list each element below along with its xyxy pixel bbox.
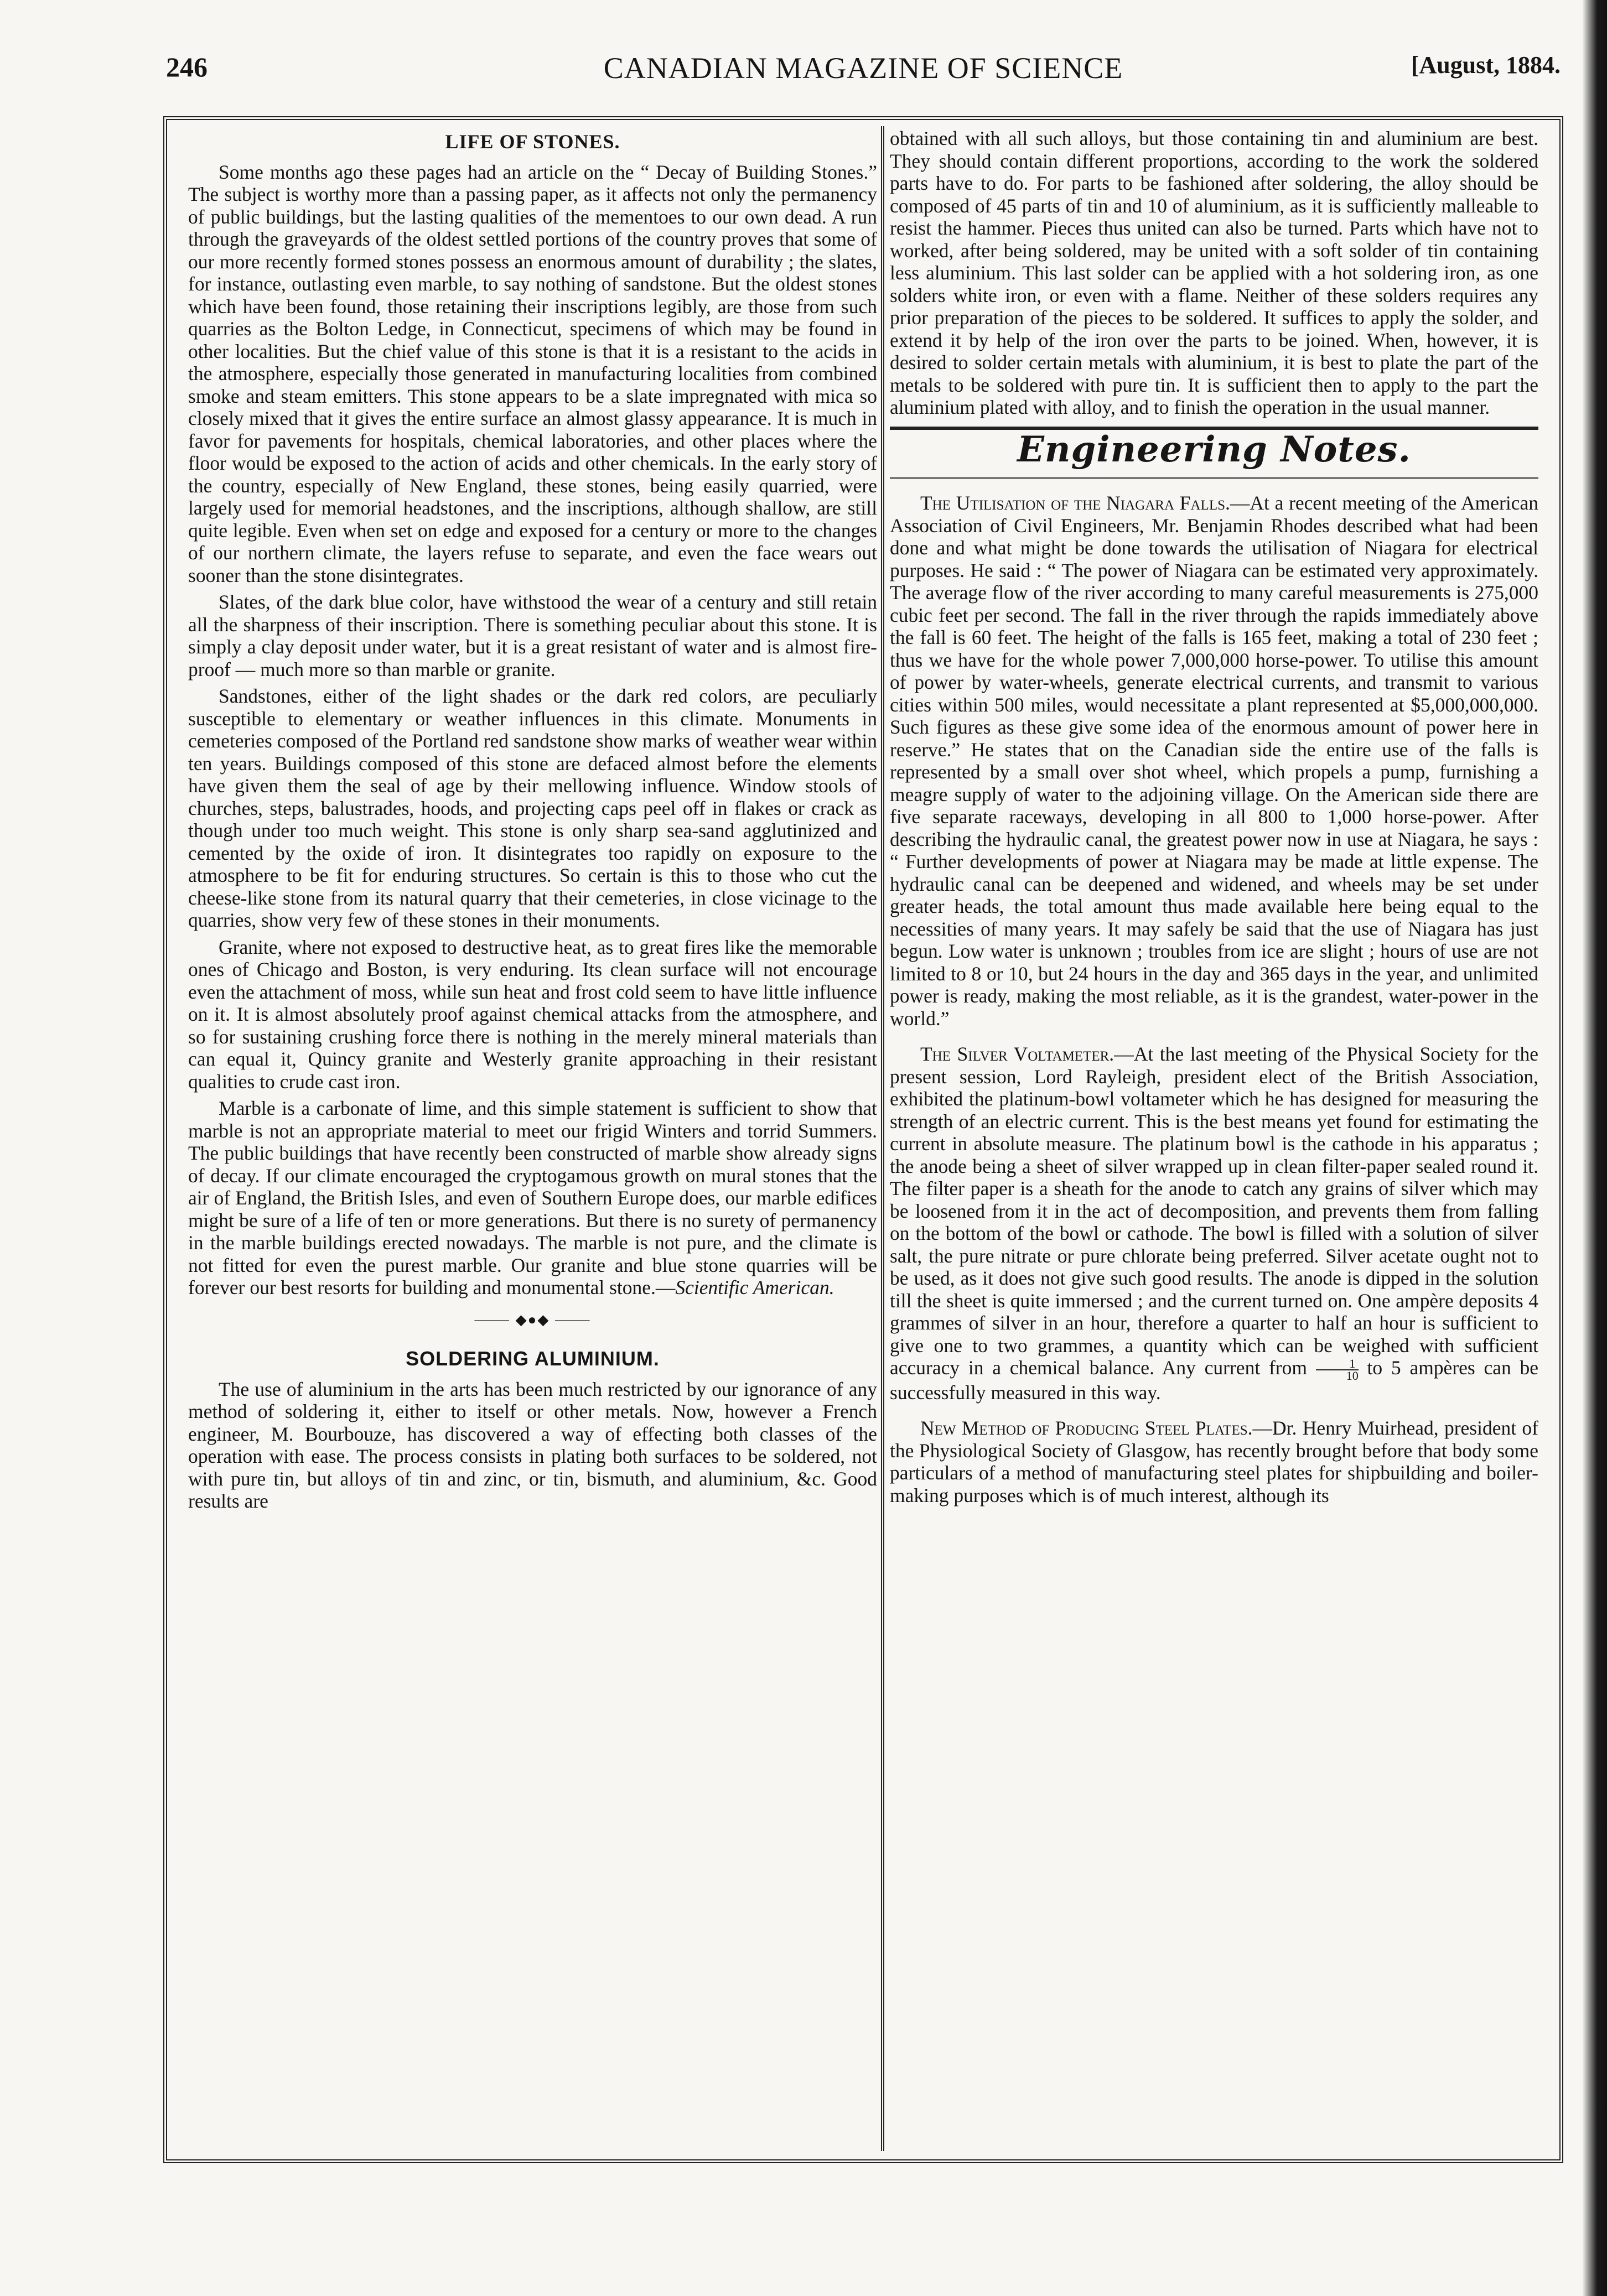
fraction-denominator: 10 bbox=[1346, 1368, 1359, 1383]
article-continuation: obtained with all such alloys, but those containing tin and aluminium are best. They should contain different proportions, according to the work the soldered parts have to do. For parts to be fashioned after soldering, the alloy should be composed of 45 parts of tin and 10 of aluminium, as it is sufficiently malleable to resist the hammer. Pieces thus united can also be turned. Parts which have not to worked, after being soldered, may be united with a soft solder of tin containing less aluminium. This last solder can be applied with a hot soldering iron, as one solders white iron, or even with a flame. Neither of these solders requires any prior preparation of the pieces to be soldered. It suffices to apply the solder, and extend it by help of the iron over the parts to be joined. When, however, it is desired to solder certain metals with aluminium, it is best to plate the part of the metals to be soldered with pure tin. It is sufficient then to apply to the part the aluminium plated with alloy, and to finish the operation in the usual manner. bbox=[890, 127, 1538, 418]
article-paragraph: Granite, where not exposed to destructive heat, as to great fires like the memorable ones of Chicago and Boston, is very enduring. Its clean surface will not encourage even the attachment of moss, while sun heat and frost cold seem to have little influence on it. It is almost absolutely proof against chemical attacks from the atmosphere, and so for sustaining crushing force there is nothing in the merely mineral materials than can equal it, Quincy granite and Westerly granite approaching in their resistant qualities to crude cast iron. bbox=[188, 936, 877, 1093]
note-lead: New Method of Producing Steel Plates. bbox=[920, 1417, 1253, 1440]
article-title: SOLDERING ALUMINIUM. bbox=[406, 1347, 660, 1370]
note-body: —Dr. Henry Muirhead, president of the Physiological Society of Glasgow, has recently brought before that body some particulars of a method of manufacturing steel plates for shipbuilding and boiler-making purposes which is of much interest, although its bbox=[890, 1417, 1538, 1507]
running-title: CANADIAN MAGAZINE OF SCIENCE bbox=[603, 51, 1123, 85]
source-attribution: Scientific American. bbox=[675, 1276, 834, 1298]
column-divider bbox=[881, 126, 884, 2151]
paragraph-text: Marble is a carbonate of lime, and this simple statement is sufficient to show that marble is not an appropriate material to meet our frigid Winters and torrid Summers. The public buildings that have recently been constructed of marble show already signs of decay. If our climate encouraged the cryptogamous growth on mural stones that the air of England, the British Isles, and even of Southern Europe does, our marble edifices might be sure of a life of ten or more generations. But there is no surety of permanency in the marble buildings erected nowadays. The marble is not pure, and the climate is not fitted for even the purest marble. Our granite and blue stone quarries will be forever our best resorts for building and monumental stone.— bbox=[188, 1097, 877, 1298]
note-lead: The Silver Voltameter. bbox=[920, 1043, 1114, 1065]
note-voltameter bbox=[890, 1043, 1538, 1404]
note-steel-plates bbox=[890, 1417, 1538, 1507]
page-number: 246 bbox=[166, 51, 208, 82]
article-paragraph: The use of aluminium in the arts has been much restricted by our ignorance of any method of soldering it, either to itself or other metals. Now, however a French engineer, M. Bourbouze, has discovered a way of effecting both classes of the operation with ease. The process consists in plating both surfaces to be soldered, not with pure tin, but alloys of tin and zinc, or tin, bismuth, and aluminium, &c. Good results are bbox=[188, 1378, 877, 1512]
article-paragraph bbox=[188, 1097, 877, 1299]
article-title: LIFE OF STONES. bbox=[445, 131, 620, 153]
scan-edge-shadow bbox=[1582, 0, 1607, 2296]
article-paragraph: Some months ago these pages had an article on the “ Decay of Building Stones.” The subject is worthy more than a passing paper, as it affects not only the permanency of public buildings, but the lasting qualities of the mementoes to our own dead. A run through the graveyards of the oldest settled portions of the country proves that some of our more recently formed stones possess an enormous amount of durability ; the slates, for instance, outlasting even marble, to say nothing of sandstone. But the oldest stones which have been found, those retaining their inscriptions legibly, are those from such quarries as the Bolton Ledge, in Connecticut, specimens of which may be found in other localities. But the chief value of this stone is that it is a resistant to the acids in the atmosphere, especially those generated in manufacturing localities from combined smoke and steam emitters. This stone appears to be a slate impregnated with mica so closely mixed that it gives the entire surface an almost glassy appearance. It is much in favor for pavements for hospitals, chemical laboratories, and other places where the floor would be exposed to the action of acids and other chemicals. In the early story of the country, especially of New England, these stones, being easily quarried, were largely used for memorial headstones, and the inscriptions, although shallow, are still quite legible. Even when set on edge and exposed for a century or more to the changes of our northern climate, the layers refuse to separate, and even the face wears out sooner than the stone disintegrates. bbox=[188, 160, 877, 586]
page-header bbox=[166, 51, 1561, 95]
section-title: Engineering Notes. bbox=[1017, 428, 1411, 470]
note-body-end: to 5 ampères can be successfully measured in this way. bbox=[890, 1357, 1538, 1404]
article-soldering-aluminium bbox=[188, 1348, 877, 1513]
note-body: —At the last meeting of the Physical Society for the present session, Lord Rayleigh, president elect of the British Association, exhibited the platinum-bowl voltameter which he has designed for measuring the strength of an electric current. This is the best means yet found for estimating the current in absolute measure. The platinum bowl is the cathode in his apparatus ; the anode being a sheet of silver wrapped up in clean filter-paper sealed round it. The filter paper is a sheath for the anode to catch any grains of silver which may be loosened from it in the act of decomposition, and prevents them from falling on the bottom of the bowl or cathode. The bowl is filled with a solution of silver salt, the pure nitrate or pure chlorate being preferred. Silver acetate ought not to be used, as it does not give such good results. The anode is dipped in the solution till the sheet is quite immersed ; and the current turned on. One ampère deposits 4 grammes of silver in an hour, therefore a quarter to half an hour is sufficient to give one to two grammes, a quantity which can be weighed with sufficient accuracy in a chemical balance. Any current from bbox=[890, 1043, 1538, 1379]
note-body: —At a recent meeting of the American Association of Civil Engineers, Mr. Benjamin Rhodes described what had been done and what might be done towards the utilisation of Niagara for electrical purposes. He said : “ The power of Niagara can be estimated very approximately. The average flow of the river according to many careful measurements is 275,000 cubic feet per second. The fall in the river through the rapids immediately above the fall is 60 feet. The height of the falls is 165 feet, making a total of 230 feet ; thus we have for the whole power 7,000,000 horse-power. To utilise this amount of power by water-wheels, generate electrical currents, and transmit to various cities within 500 miles, would necessitate a plant represented at $5,000,000,000. Such figures as these give some idea of the enormous amount of power here in reserve.” He states that on the Canadian side the entire use of the falls is represented by a small over shot wheel, which propels a pump, furnishing a meagre supply of water to the adjoining village. On the American side there are five separate raceways, developing in all 800 to 1,000 horse-power. After describing the hydraulic canal, the greatest power now in use at Niagara, he says : “ Further developments of power at Niagara may be made at little expense. The hydraulic canal can be deepened and widened, and wheels may be set under greater heads, the total amount thus made available here being equal to the necessities of many years. It may safely be said that the use of Niagara has just begun. Low water is unknown ; troubles from ice are slight ; hours of use are not limited to 8 or 10, but 24 hours in the day and 365 days in the year, and unlimited power is ready, making the most reliable, as it is the grandest, water-power in the world.” bbox=[890, 492, 1538, 1030]
note-niagara bbox=[890, 492, 1538, 1030]
note-lead: The Utilisation of the Niagara Falls. bbox=[920, 492, 1230, 514]
article-paragraph: Slates, of the dark blue color, have withstood the wear of a century and still retain all the sharpness of their inscription. There is something peculiar about this stone. It is simply a clay deposit under water, but it is a great resistant of water and is almost fire-proof — much more so than marble or granite. bbox=[188, 591, 877, 681]
article-paragraph: Sandstones, either of the light shades or the dark red colors, are peculiarly susceptible to elementary or weather influences in this climate. Monuments in cemeteries composed of the Portland red sandstone show marks of weather wear within ten years. Buildings composed of this stone are defaced almost before the elements have given them the seal of age by their mellowing influence. Window stools of churches, steps, balustrades, hoods, and projecting caps peel off in flakes or crack as though under too much weight. This stone is only sharp sea-sand agglutinized and cemented by the oxide of iron. It disintegrates too rapidly on exposure to the atmosphere to be fit for enduring structures. So certain is this to those who cut the cheese-like stone from its natural quarry that their cemeteries, in close vicinage to the quarries, show very few of these stones in their monuments. bbox=[188, 685, 877, 931]
issue-date: [August, 1884. bbox=[1411, 51, 1561, 79]
right-column bbox=[890, 127, 1538, 2153]
fraction-numerator: 1 bbox=[1316, 1358, 1359, 1370]
article-life-of-stones bbox=[188, 131, 877, 1299]
section-rule-thin bbox=[890, 477, 1538, 479]
fraction bbox=[1316, 1358, 1359, 1381]
ornament-divider: ⸻ ◆●◆ ⸻ bbox=[474, 1311, 592, 1328]
left-column bbox=[188, 127, 877, 2153]
